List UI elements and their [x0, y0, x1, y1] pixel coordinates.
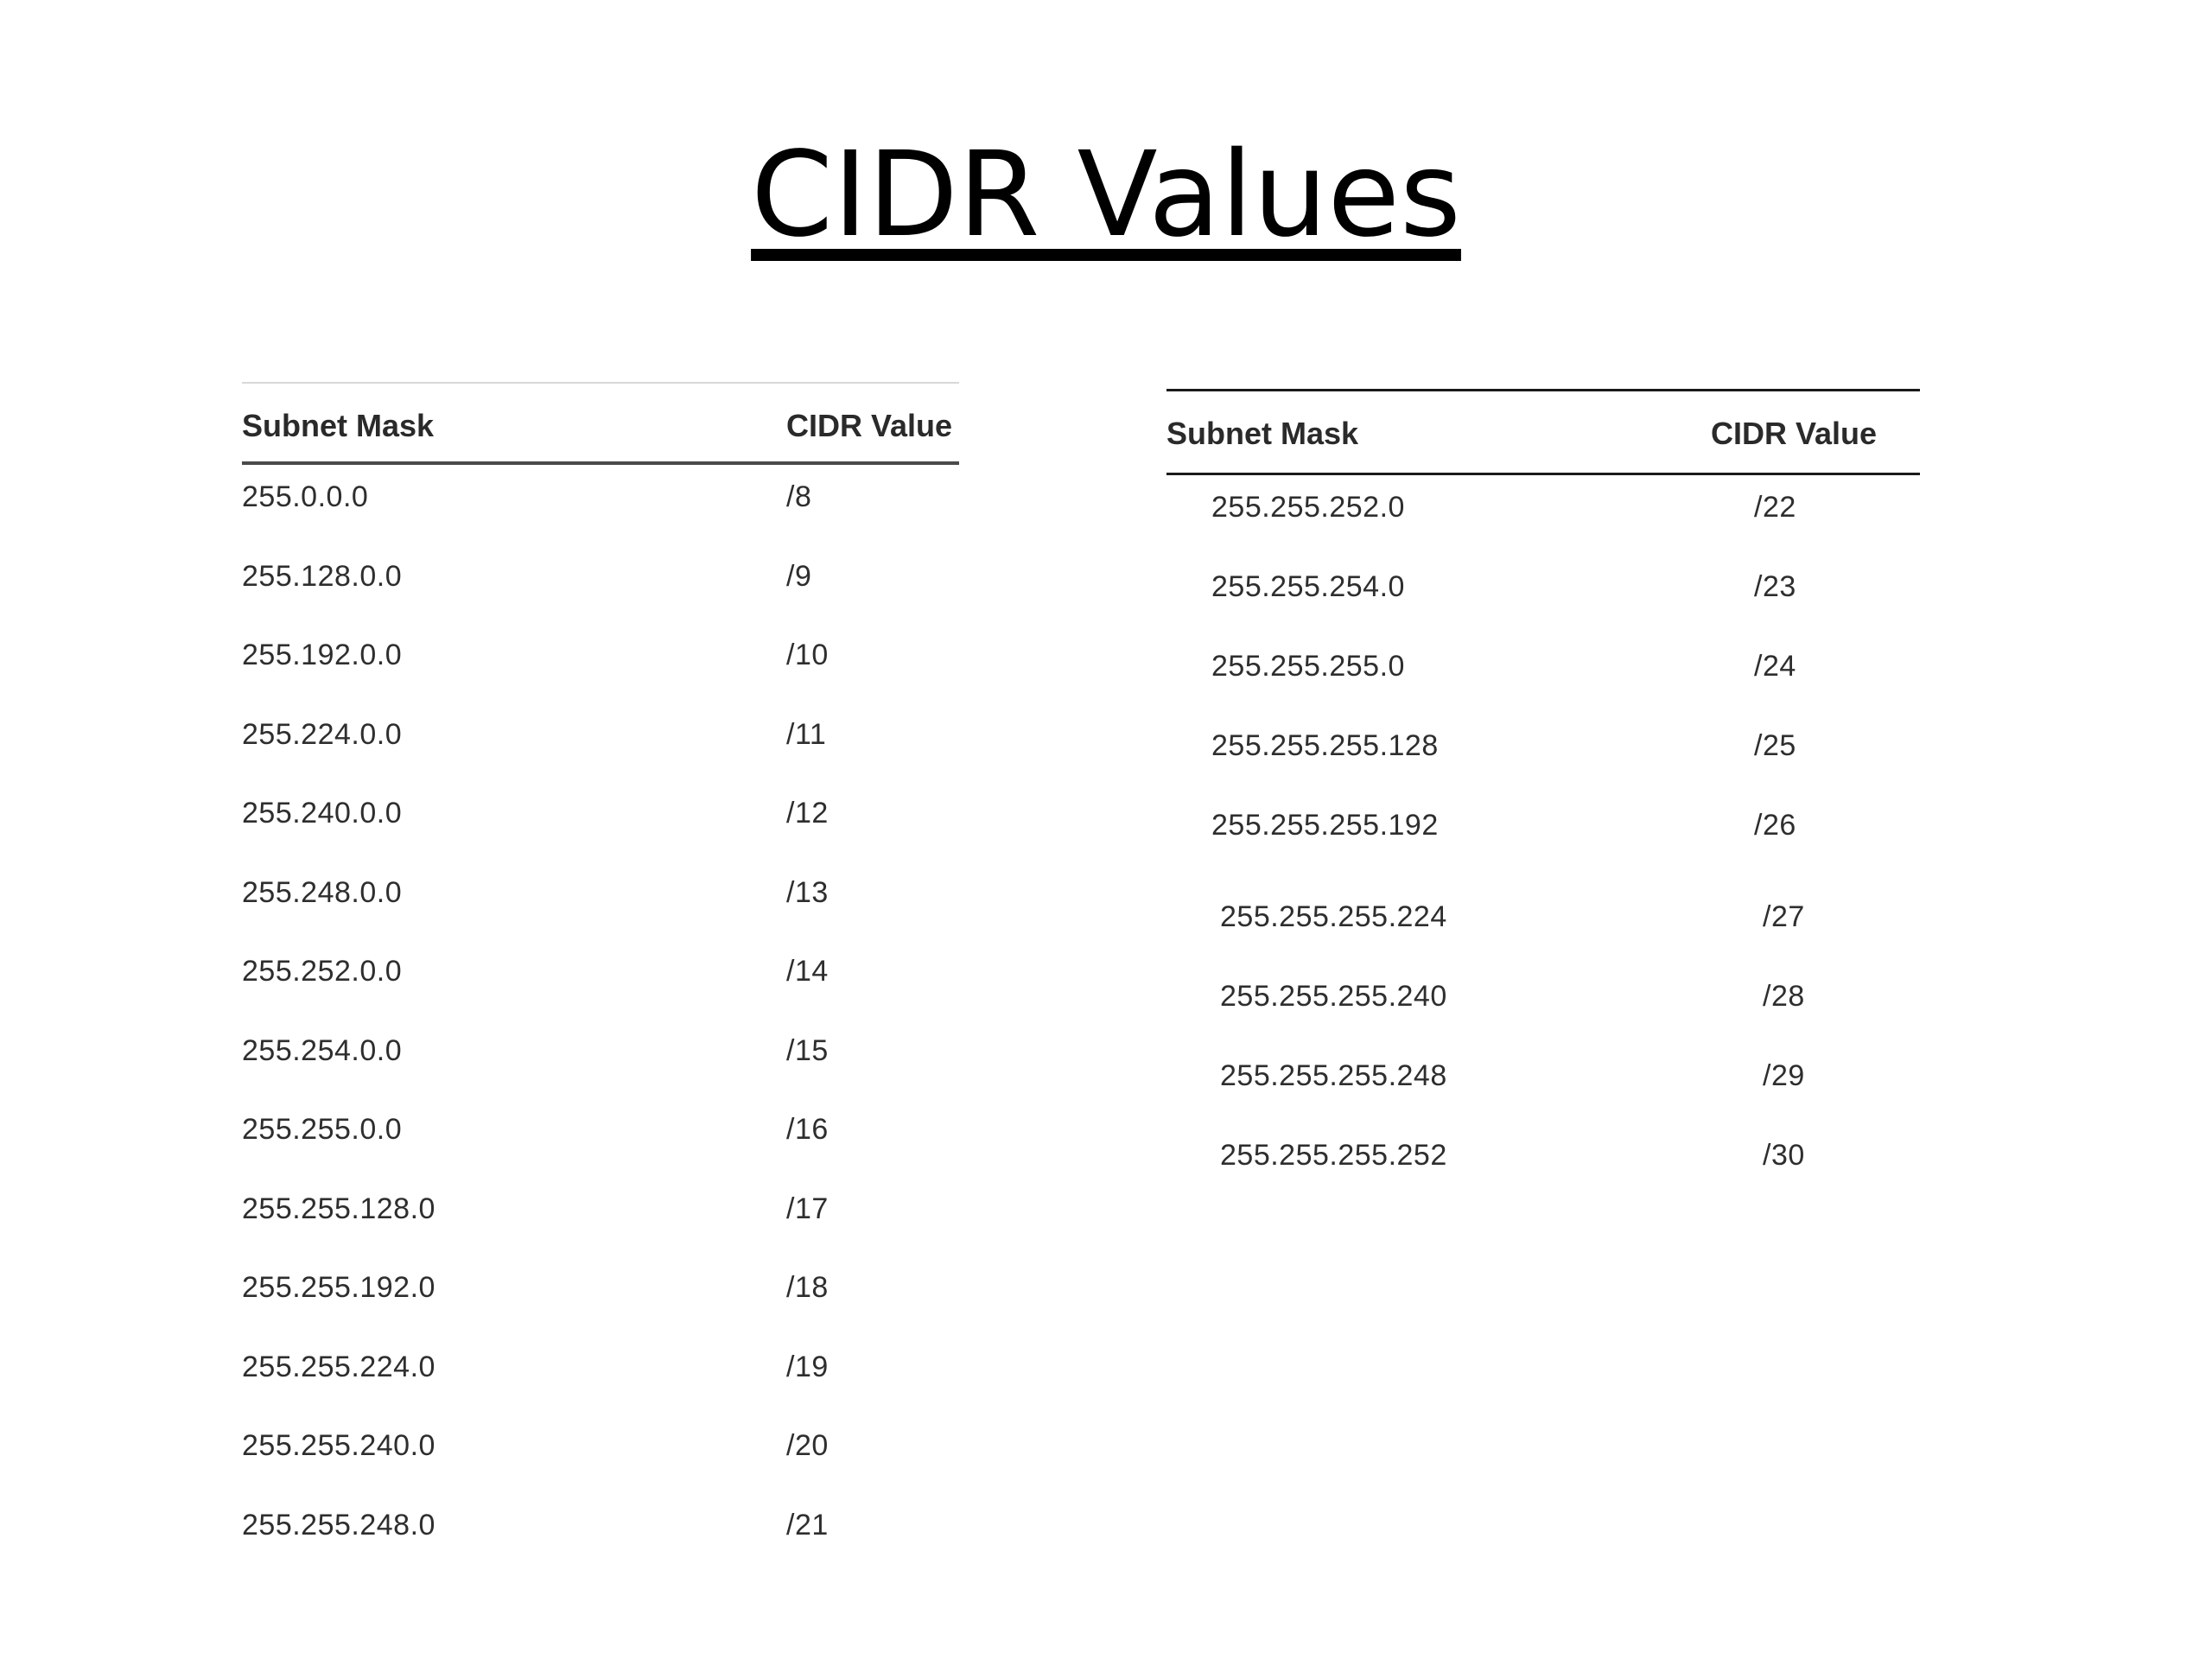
subnet-mask-cell: 255.255.255.128 [1211, 729, 1439, 762]
table-row [1166, 1044, 1920, 1123]
cidr-value-cell: /25 [1754, 729, 1796, 762]
table-header-row [1166, 391, 1920, 475]
table-row [242, 544, 959, 624]
subnet-mask-cell: 255.248.0.0 [242, 875, 403, 909]
cidr-value-cell: /19 [786, 1350, 829, 1383]
subnet-mask-cell: 255.255.255.248 [1220, 1059, 1447, 1092]
table-row [242, 465, 959, 544]
table-row [242, 939, 959, 1019]
table-row [1166, 634, 1920, 714]
cidr-value-cell: /28 [1763, 980, 1805, 1013]
table-body [1166, 475, 1920, 1203]
page-title [0, 127, 2212, 264]
table-row [242, 1097, 959, 1177]
table-row [242, 1177, 959, 1256]
cidr-value-cell: /21 [786, 1508, 829, 1541]
cidr-value-cell: /13 [786, 875, 829, 909]
subnet-mask-cell: 255.255.252.0 [1211, 491, 1405, 524]
cidr-value-cell: /27 [1763, 900, 1805, 933]
subnet-mask-cell: 255.255.255.240 [1220, 980, 1447, 1013]
page-title-text: CIDR Values [751, 127, 1461, 264]
table-row [242, 623, 959, 702]
subnet-mask-cell: 255.224.0.0 [242, 717, 403, 751]
table-row [242, 781, 959, 861]
table-row [1166, 714, 1920, 793]
table-row [1166, 885, 1920, 964]
table-row [1166, 793, 1920, 873]
subnet-mask-cell: 255.255.0.0 [242, 1113, 403, 1146]
cidr-value-cell: /12 [786, 797, 829, 830]
cidr-table-right [1166, 389, 1920, 1203]
subnet-mask-cell: 255.255.240.0 [242, 1429, 435, 1462]
subnet-mask-cell: 255.255.255.224 [1220, 900, 1447, 933]
table-row [1166, 555, 1920, 634]
cidr-value-cell: /29 [1763, 1059, 1805, 1092]
table-row [242, 1414, 959, 1493]
table-row [242, 1335, 959, 1414]
header-cidr-value: CIDR Value [786, 408, 953, 443]
cidr-value-cell: /11 [786, 717, 827, 751]
subnet-mask-cell: 255.252.0.0 [242, 955, 403, 988]
subnet-mask-cell: 255.255.255.0 [1211, 650, 1405, 683]
table-row [1166, 964, 1920, 1044]
subnet-mask-cell: 255.254.0.0 [242, 1033, 403, 1067]
table-row [242, 861, 959, 940]
header-subnet-mask: Subnet Mask [242, 408, 435, 443]
cidr-value-cell: /15 [786, 1033, 829, 1067]
subnet-mask-cell: 255.128.0.0 [242, 559, 403, 593]
cidr-table-left [242, 382, 959, 1572]
subnet-mask-cell: 255.255.254.0 [1211, 570, 1405, 603]
cidr-value-cell: /24 [1754, 650, 1796, 683]
cidr-value-cell: /18 [786, 1271, 829, 1304]
table-header-row [242, 384, 959, 465]
cidr-value-cell: /16 [786, 1113, 829, 1146]
table-body [242, 465, 959, 1572]
subnet-mask-cell: 255.255.128.0 [242, 1192, 435, 1225]
cidr-value-cell: /23 [1754, 570, 1796, 603]
table-row [242, 1019, 959, 1098]
subnet-mask-cell: 255.255.248.0 [242, 1508, 435, 1541]
subnet-mask-cell: 255.0.0.0 [242, 480, 369, 513]
cidr-value-cell: /9 [786, 559, 812, 593]
cidr-value-cell: /20 [786, 1429, 829, 1462]
table-row [242, 702, 959, 782]
table-row [242, 1255, 959, 1335]
subnet-mask-cell: 255.255.192.0 [242, 1271, 435, 1304]
table-row [1166, 475, 1920, 555]
subnet-mask-cell: 255.240.0.0 [242, 797, 403, 830]
subnet-mask-cell: 255.192.0.0 [242, 639, 403, 671]
row-gap [1166, 873, 1920, 885]
cidr-value-cell: /8 [786, 480, 812, 513]
table-row [242, 1493, 959, 1573]
cidr-value-cell: /17 [786, 1192, 829, 1225]
cidr-value-cell: /14 [786, 955, 829, 988]
cidr-value-cell: /30 [1763, 1139, 1805, 1172]
cidr-value-cell: /26 [1754, 809, 1796, 842]
cidr-value-cell: /10 [786, 639, 829, 671]
subnet-mask-cell: 255.255.255.192 [1211, 809, 1439, 842]
table-row [1166, 1123, 1920, 1203]
header-cidr-value: CIDR Value [1711, 416, 1878, 451]
subnet-mask-cell: 255.255.224.0 [242, 1350, 435, 1383]
cidr-value-cell: /22 [1754, 491, 1796, 524]
header-subnet-mask: Subnet Mask [1166, 416, 1359, 451]
subnet-mask-cell: 255.255.255.252 [1220, 1139, 1447, 1172]
